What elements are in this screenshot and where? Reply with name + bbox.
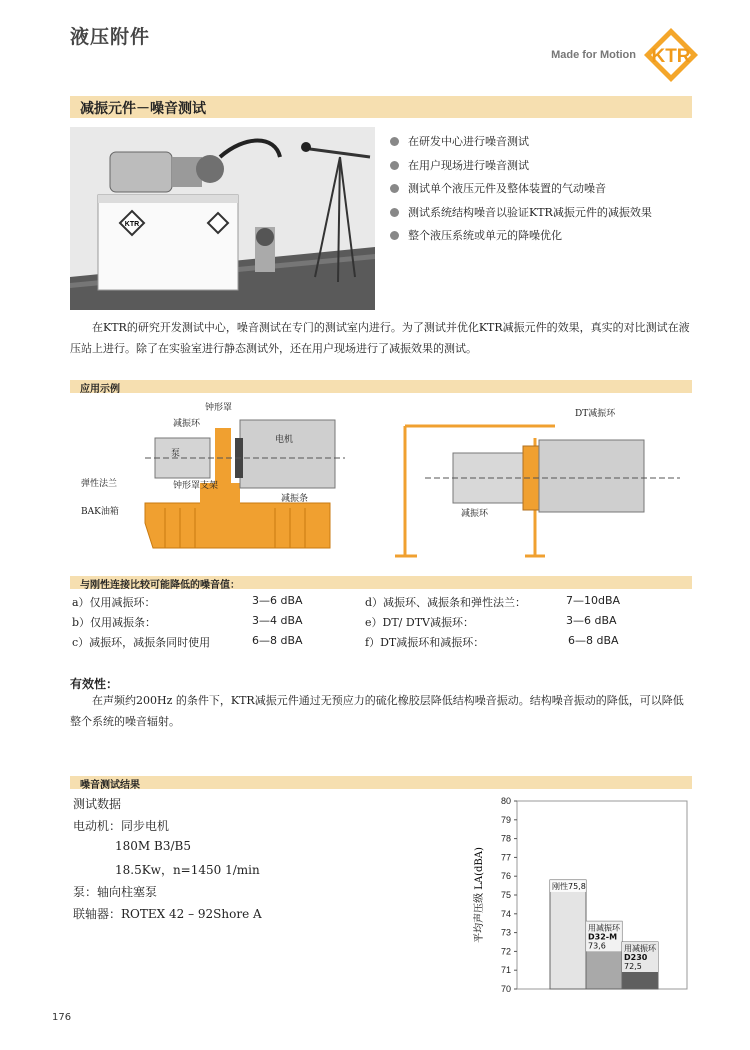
logo-text: KTR: [651, 46, 691, 67]
ktr-logo: [642, 26, 700, 84]
effect-paragraph: 在声频约200Hz 的条件下，KTR减振元件通过无预应力的硫化橡胶层降低结构噪音振动。结构噪音振动的降低，可以降低整个系统的噪音辐射。: [70, 694, 684, 728]
chart-svg: [472, 793, 688, 993]
results-line: 测试数据: [73, 797, 122, 811]
page-number: 176: [52, 1012, 72, 1023]
bar-data-label: 73,6: [588, 941, 606, 951]
diagram-left: [75, 398, 365, 560]
section-title: 应用示例: [80, 384, 120, 395]
table-row: a）仅用减振环：: [72, 596, 156, 609]
list-item: 在研发中心进行噪音测试: [390, 130, 652, 154]
section-title: 噪音测试结果: [80, 780, 140, 791]
photo-illustration: [70, 127, 375, 310]
list-item: 在用户现场进行噪音测试: [390, 154, 652, 178]
results-line: 联轴器：ROTEX 42 – 92Shore A: [73, 907, 262, 921]
y-tick-label: 73: [500, 927, 511, 938]
brand: [551, 26, 700, 84]
y-tick-label: 80: [500, 796, 511, 806]
table-cell: d）减振环、减振条和弹性法兰：: [365, 596, 527, 609]
bullet-icon: [390, 137, 399, 146]
table-cell: 3—6 dBA: [252, 594, 303, 607]
effect-heading: 有效性：: [70, 677, 119, 691]
y-tick-label: 76: [500, 871, 511, 882]
bar: [550, 880, 586, 989]
feature-list: [390, 130, 652, 248]
label-pump: 泵: [171, 449, 181, 459]
label-damping-strip: 减振条: [281, 494, 309, 504]
y-tick-label: 72: [500, 946, 511, 957]
y-tick-label: 75: [500, 890, 511, 900]
results-line: 18.5Kw，n=1450 1/min: [115, 863, 260, 877]
page-title: 液压附件: [70, 26, 151, 48]
label-damping-ring-right: 减振环: [461, 509, 489, 519]
table-cell: 3—6 dBA: [566, 614, 617, 627]
y-tick-label: 71: [500, 965, 511, 976]
bar-data-label: 刚性75,8: [552, 881, 586, 891]
bullet-icon: [390, 231, 399, 240]
table-cell: 7—10dBA: [566, 594, 621, 607]
table-row: b）仅用减振条：: [72, 616, 157, 629]
section-title: 与刚性连接比较可能降低的噪音值：: [80, 580, 240, 591]
y-tick-label: 78: [500, 833, 511, 844]
bar-data-label: D32-M: [588, 932, 618, 942]
svg-text:KTR: KTR: [124, 221, 140, 228]
label-bak-tank: BAK油箱: [81, 507, 119, 517]
table-cell: 3—4 dBA: [252, 614, 303, 627]
list-item: 测试单个液压元件及整体装置的气动噪音: [390, 177, 652, 201]
y-tick-label: 79: [500, 814, 511, 825]
noise-chart: [472, 793, 688, 993]
section-header-example: [70, 380, 692, 393]
section-title: 减振元件－噪音测试: [80, 101, 206, 117]
label-elastic-flange: 弹性法兰: [81, 479, 118, 489]
bar-data-label: 用减振环: [588, 923, 620, 933]
label-damping-ring: 减振环: [173, 419, 201, 429]
table-cell: 6—8 dBA: [252, 634, 303, 647]
y-tick-label: 70: [500, 984, 511, 993]
list-item: 整个液压系统或单元的降噪优化: [390, 224, 652, 248]
section-header-results: [70, 776, 692, 789]
table-cell: e）DT/ DTV减振环：: [365, 616, 474, 629]
section-header-noise-test: [70, 96, 692, 118]
y-tick-label: 77: [500, 852, 511, 863]
bar-data-label: 用减振环: [624, 944, 656, 953]
table-cell: 6—8 dBA: [568, 634, 619, 647]
section-header-reduction: [70, 576, 692, 589]
label-bell-housing: 钟形罩: [205, 403, 233, 413]
bullet-icon: [390, 208, 399, 217]
table-cell: f）DT减振环和减振环：: [365, 636, 485, 649]
label-dt-damping-ring: DT减振环: [575, 409, 616, 419]
label-bell-support: 钟形罩支架: [173, 481, 219, 491]
brand-tagline: Made for Motion: [551, 49, 636, 61]
results-line: 泵：轴向柱塞泵: [73, 885, 158, 899]
results-line: 180M B3/B5: [115, 839, 191, 853]
label-motor: 电机: [275, 435, 294, 445]
list-item: 测试系统结构噪音以验证KTR减振元件的减振效果: [390, 201, 652, 225]
bullet-icon: [390, 161, 399, 170]
intro-paragraph: 在KTR的研究开发测试中心，噪音测试在专门的测试室内进行。为了测试并优化KTR减振元件的效果，真实的对比测试在液压站上进行。除了在实验室进行静态测试外，还在用户现场进行了减振效果的测试。: [70, 321, 690, 355]
table-row: c）减振环，减振条同时使用: [72, 636, 211, 649]
test-rig-photo: [70, 127, 375, 310]
bar-data-label: 72,5: [624, 962, 642, 971]
bullet-icon: [390, 184, 399, 193]
bar-data-label: D230: [624, 953, 648, 962]
y-tick-label: 74: [500, 908, 511, 919]
results-line: 电动机：同步电机: [73, 819, 170, 833]
y-axis-label: 平均声压级 LA(dBA): [474, 847, 485, 943]
diagram-right: [395, 398, 690, 560]
